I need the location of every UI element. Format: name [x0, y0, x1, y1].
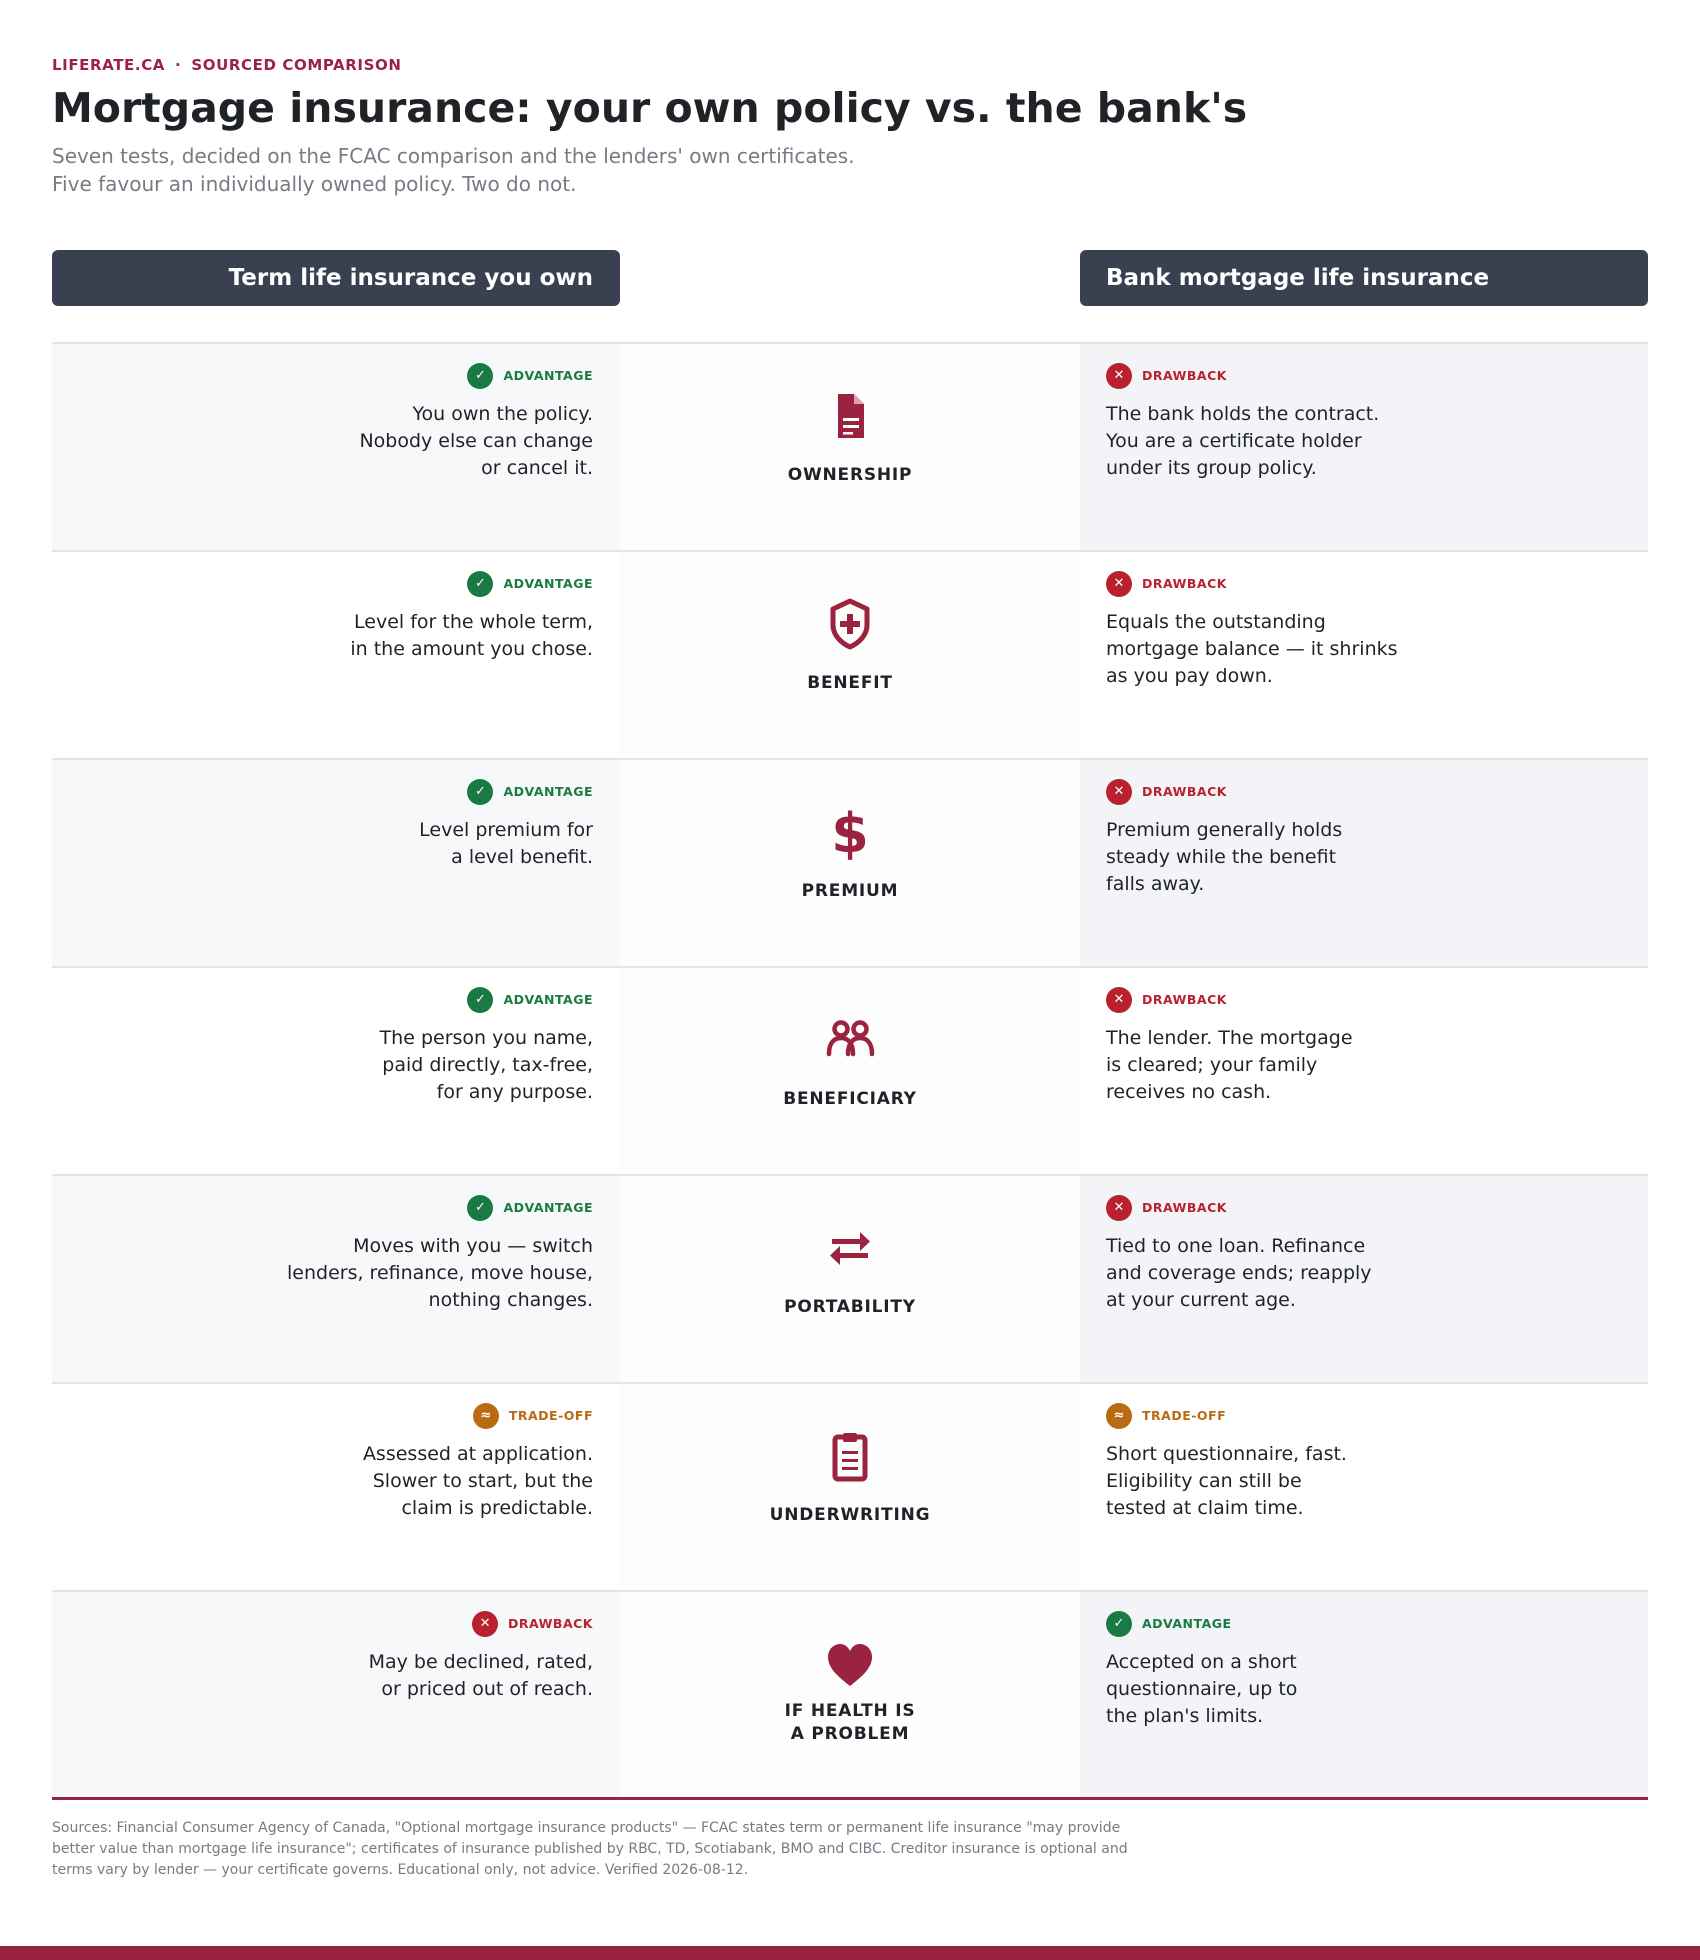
verdict-label: DRAWBACK: [1142, 992, 1227, 1007]
comparison-row: [52, 1176, 1648, 1384]
dimension-label: [620, 1296, 1080, 1319]
cell-text-line: Accepted on a short: [1106, 1651, 1297, 1673]
cell-text-line: paid directly, tax-free,: [382, 1054, 593, 1076]
comparison-row: [52, 344, 1648, 552]
cell-text-line: You are a certificate holder: [1106, 430, 1362, 452]
document-icon: [822, 388, 878, 444]
cell-text: [1106, 401, 1648, 482]
cell-text-line: nothing changes.: [428, 1289, 593, 1311]
cell-text-line: falls away.: [1106, 873, 1205, 895]
comparison-row: [52, 760, 1648, 968]
subtitle: [52, 142, 855, 198]
cell-text: [52, 1441, 593, 1522]
verdict-label: DRAWBACK: [1142, 576, 1227, 591]
verdict-label: TRADE-OFF: [1142, 1408, 1227, 1423]
check-icon: ✓: [467, 571, 493, 597]
bank-policy-cell: [1080, 1384, 1648, 1590]
sources-note: [52, 1818, 1152, 1881]
drawback-badge: [1106, 778, 1227, 805]
cell-text-line: in the amount you chose.: [350, 638, 593, 660]
dimension-cell: [620, 1384, 1080, 1590]
dimension-label-line: A PROBLEM: [790, 1724, 910, 1744]
cell-text-line: for any purpose.: [436, 1081, 593, 1103]
verdict-label: ADVANTAGE: [503, 784, 593, 799]
swap-arrows-icon: [822, 1220, 878, 1276]
column-header-bank-policy: Bank mortgage life insurance: [1080, 250, 1648, 306]
verdict-label: ADVANTAGE: [1142, 1616, 1232, 1631]
cell-text-line: Assessed at application.: [362, 1443, 593, 1465]
own-policy-cell: [52, 1384, 620, 1590]
cross-icon: ✕: [1106, 363, 1132, 389]
cell-text-line: under its group policy.: [1106, 457, 1317, 479]
cross-icon: ✕: [1106, 779, 1132, 805]
cross-icon: ✕: [1106, 571, 1132, 597]
cell-text-line: Equals the outstanding: [1106, 611, 1326, 633]
cell-text: [52, 1233, 593, 1314]
cell-text: [1106, 1025, 1648, 1106]
cell-text-line: a level benefit.: [451, 846, 593, 868]
cell-text-line: is cleared; your family: [1106, 1054, 1318, 1076]
cell-text: [52, 817, 593, 871]
advantage-badge: [467, 986, 593, 1013]
cell-text-line: Tied to one loan. Refinance: [1106, 1235, 1366, 1257]
cell-text-line: or priced out of reach.: [381, 1678, 593, 1700]
approx-icon: ≈: [1106, 1403, 1132, 1429]
dimension-label-line: OWNERSHIP: [787, 465, 913, 485]
clipboard-icon: [822, 1428, 878, 1484]
cell-text-line: May be declined, rated,: [368, 1651, 593, 1673]
dimension-label-line: BENEFICIARY: [783, 1089, 917, 1109]
dimension-label: [620, 1504, 1080, 1527]
tradeoff-badge: [473, 1402, 593, 1429]
advantage-badge: [467, 362, 593, 389]
drawback-badge: [1106, 362, 1227, 389]
dimension-label: [620, 672, 1080, 695]
cell-text: [1106, 1233, 1648, 1314]
cell-text-line: Eligibility can still be: [1106, 1470, 1302, 1492]
bank-policy-cell: [1080, 1592, 1648, 1797]
cell-text: [1106, 817, 1648, 898]
dimension-label-line: PORTABILITY: [784, 1297, 916, 1317]
advantage-badge: [467, 1194, 593, 1221]
verdict-label: DRAWBACK: [1142, 784, 1227, 799]
cell-text: [1106, 609, 1648, 690]
verdict-label: DRAWBACK: [508, 1616, 593, 1631]
comparison-row: [52, 1592, 1648, 1800]
dimension-cell: [620, 1592, 1080, 1797]
advantage-badge: [467, 570, 593, 597]
check-icon: ✓: [467, 363, 493, 389]
cell-text-line: Nobody else can change: [359, 430, 593, 452]
comparison-row: [52, 552, 1648, 760]
cross-icon: ✕: [1106, 987, 1132, 1013]
cell-text: [1106, 1441, 1648, 1522]
sources-line: terms vary by lender — your certificate governs. Educational only, not advice. Verified 2026-08-12.: [52, 1862, 749, 1878]
site-name: LIFERATE.CA: [52, 56, 166, 74]
verdict-label: DRAWBACK: [1142, 1200, 1227, 1215]
advantage-badge: [1106, 1610, 1232, 1637]
column-header-own-policy: Term life insurance you own: [52, 250, 620, 306]
verdict-label: TRADE-OFF: [508, 1408, 593, 1423]
cell-text-line: mortgage balance — it shrinks: [1106, 638, 1398, 660]
cell-text-line: lenders, refinance, move house,: [287, 1262, 593, 1284]
cell-text-line: or cancel it.: [481, 457, 593, 479]
own-policy-cell: [52, 968, 620, 1174]
people-icon: [822, 1012, 878, 1068]
dimension-cell: [620, 760, 1080, 966]
sources-line: better value than mortgage life insurance"; certificates of insurance published by RBC, TD, Scotiabank, BMO and CIBC. Creditor insurance is optional and: [52, 1841, 1128, 1857]
dimension-cell: [620, 1176, 1080, 1382]
kicker: SOURCED COMPARISON: [191, 56, 402, 74]
cell-text: [1106, 1649, 1648, 1730]
bank-policy-cell: [1080, 760, 1648, 966]
comparison-table: [52, 342, 1648, 1800]
cell-text-line: questionnaire, up to: [1106, 1678, 1298, 1700]
bottom-accent-bar: [0, 1946, 1700, 1960]
cell-text-line: Level premium for: [419, 819, 593, 841]
subtitle-line: Seven tests, decided on the FCAC comparison and the lenders' own certificates.: [52, 144, 855, 168]
svg-text:$: $: [831, 804, 869, 860]
check-icon: ✓: [467, 1195, 493, 1221]
dollar-icon: [822, 804, 878, 860]
cell-text-line: Slower to start, but the: [372, 1470, 593, 1492]
bank-policy-cell: [1080, 968, 1648, 1174]
check-icon: ✓: [467, 987, 493, 1013]
dimension-label: [620, 1700, 1080, 1746]
cross-icon: ✕: [1106, 1195, 1132, 1221]
bank-policy-cell: [1080, 1176, 1648, 1382]
dimension-label-line: BENEFIT: [807, 673, 893, 693]
bank-policy-cell: [1080, 552, 1648, 758]
verdict-label: ADVANTAGE: [503, 368, 593, 383]
page-title: Mortgage insurance: your own policy vs. the bank's: [52, 84, 1248, 132]
cross-icon: ✕: [472, 1611, 498, 1637]
cell-text-line: claim is predictable.: [401, 1497, 593, 1519]
cell-text-line: Premium generally holds: [1106, 819, 1343, 841]
cell-text-line: as you pay down.: [1106, 665, 1273, 687]
cell-text-line: Moves with you — switch: [353, 1235, 593, 1257]
check-icon: ✓: [467, 779, 493, 805]
cell-text-line: at your current age.: [1106, 1289, 1296, 1311]
advantage-badge: [467, 778, 593, 805]
heart-icon: [822, 1636, 878, 1692]
cell-text-line: The lender. The mortgage: [1106, 1027, 1353, 1049]
dimension-cell: [620, 344, 1080, 550]
verdict-label: ADVANTAGE: [503, 1200, 593, 1215]
cell-text-line: tested at claim time.: [1106, 1497, 1304, 1519]
cell-text-line: Short questionnaire, fast.: [1106, 1443, 1347, 1465]
comparison-row: [52, 968, 1648, 1176]
cell-text-line: the plan's limits.: [1106, 1705, 1264, 1727]
own-policy-cell: [52, 760, 620, 966]
dimension-cell: [620, 968, 1080, 1174]
dimension-label-line: IF HEALTH IS: [784, 1701, 916, 1721]
cell-text-line: receives no cash.: [1106, 1081, 1272, 1103]
check-icon: ✓: [1106, 1611, 1132, 1637]
cell-text-line: and coverage ends; reapply: [1106, 1262, 1372, 1284]
bank-policy-cell: [1080, 344, 1648, 550]
dimension-label: [620, 1088, 1080, 1111]
cell-text-line: You own the policy.: [412, 403, 593, 425]
own-policy-cell: [52, 552, 620, 758]
shield-plus-icon: [822, 596, 878, 652]
cell-text-line: steady while the benefit: [1106, 846, 1337, 868]
approx-icon: ≈: [473, 1403, 499, 1429]
dimension-cell: [620, 552, 1080, 758]
own-policy-cell: [52, 1176, 620, 1382]
drawback-badge: [1106, 1194, 1227, 1221]
dimension-label-line: UNDERWRITING: [769, 1505, 931, 1525]
sources-line: Sources: Financial Consumer Agency of Canada, "Optional mortgage insurance products" — FCAC states term or permanent life insurance "may provide: [52, 1820, 1121, 1836]
drawback-badge: [1106, 986, 1227, 1013]
verdict-label: ADVANTAGE: [503, 576, 593, 591]
drawback-badge: [1106, 570, 1227, 597]
verdict-label: ADVANTAGE: [503, 992, 593, 1007]
cell-text-line: The person you name,: [379, 1027, 593, 1049]
eyebrow-separator: ·: [175, 56, 182, 74]
dimension-label-line: PREMIUM: [801, 881, 899, 901]
own-policy-cell: [52, 344, 620, 550]
eyebrow: [52, 56, 402, 74]
drawback-badge: [472, 1610, 593, 1637]
subtitle-line: Five favour an individually owned policy. Two do not.: [52, 172, 577, 196]
tradeoff-badge: [1106, 1402, 1226, 1429]
own-policy-cell: [52, 1592, 620, 1797]
comparison-row: [52, 1384, 1648, 1592]
cell-text: [52, 1025, 593, 1106]
cell-text: [52, 609, 593, 663]
verdict-label: DRAWBACK: [1142, 368, 1227, 383]
dimension-label: [620, 464, 1080, 487]
cell-text: [52, 401, 593, 482]
cell-text-line: The bank holds the contract.: [1106, 403, 1380, 425]
cell-text: [52, 1649, 593, 1703]
cell-text-line: Level for the whole term,: [354, 611, 593, 633]
dimension-label: [620, 880, 1080, 903]
